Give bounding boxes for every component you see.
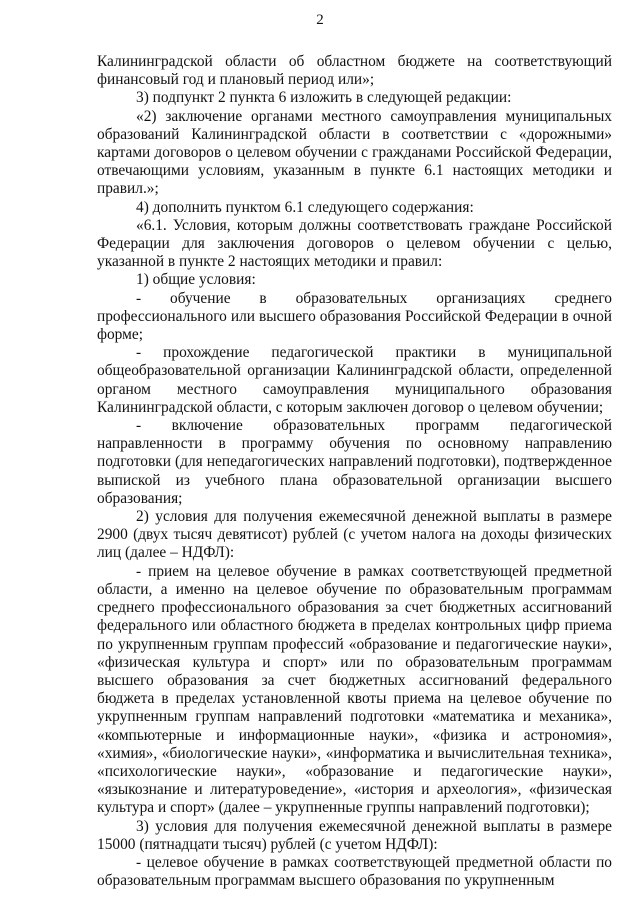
paragraph-quoted-item-2: «2) заключение органами местного самоуправления муниципальных образований Калининградской области в соответствии с «дорожными» картами договоров о целевом обучении с гражданами Российской Федерации, отвечающими условиям, указанным в пункте 6.1 настоящих методики и правил.»; [97,107,612,198]
paragraph-item-4: 4) дополнить пунктом 6.1 следующего содержания: [136,198,474,216]
paragraph-conditions-15000: 3) условия для получения ежемесячной денежной выплаты в размере 15000 (пятнадцати тысяч) рублей (с учетом НДФЛ): [97,817,612,853]
paragraph-conditions-2900: 2) условия для получения ежемесячной денежной выплаты в размере 2900 (двух тысяч девятисот) рублей (с учетом налога на доходы физических лиц (далее – НДФЛ): [97,508,612,562]
paragraph-bullet-target-training: - целевое обучение в рамках соответствующей предметной области по образовательным программам высшего образования по укрупненным [97,853,612,890]
paragraph-bullet-practice: - прохождение педагогической практики в муниципальной общеобразовательной организации Калининградской области, определенной органом местного самоуправления муниципального образования Калининградской области, с которым заключен договор о целевом обучении; [97,344,612,416]
paragraph-clause-6-1: «6.1. Условия, которым должны соответствовать граждане Российской Федерации для заключения договоров о целевом обучении с целью, указанной в пункте 2 настоящих методики и правил: [97,216,612,271]
paragraph-bullet-education: - обучение в образовательных организациях среднего профессионального или высшего образования Российской Федерации в очной форме; [97,289,612,344]
paragraph-continuation: Калининградской области об областном бюджете на соответствующий финансовый год и плановый период или»; [97,53,612,89]
paragraph-general-conditions: 1) общие условия: [136,271,256,289]
document-body [97,53,612,890]
paragraph-item-3: 3) подпункт 2 пункта 6 изложить в следующей редакции: [136,89,512,107]
paragraph-bullet-admission: - прием на целевое обучение в рамках соответствующей предметной области, а именно на целевое обучение по образовательным программам среднего профессионального образования за счет бюджетных ассигнований федерального или областного бюджета в пределах контрольных цифр приема по укрупненным группам профессий «образование и педагогические науки», «физическая культура и спорт» или по образовательным программам высшего образования за счет бюджетных ассигнований федерального бюджета в пределах установленной квоты приема на целевое обучение по укрупненным группам направлений подготовки «математика и механика», «компьютерные и информационные науки», «физика и астрономия», «химия», «биологические науки», «информатика и вычислительная техника», «психологические науки», «образование и педагогические науки», «языкознание и литературоведение», «история и археология», «физическая культура и спорт» (далее – укрупненные группы направлений подготовки); [97,562,612,817]
paragraph-bullet-programs: - включение образовательных программ педагогической направленности в программу обучения по основному направлению подготовки (для непедагогических направлений подготовки), подтвержденное выпиской из учебного плана образовательной организации высшего образования; [97,417,612,507]
page-number: 2 [316,12,324,28]
